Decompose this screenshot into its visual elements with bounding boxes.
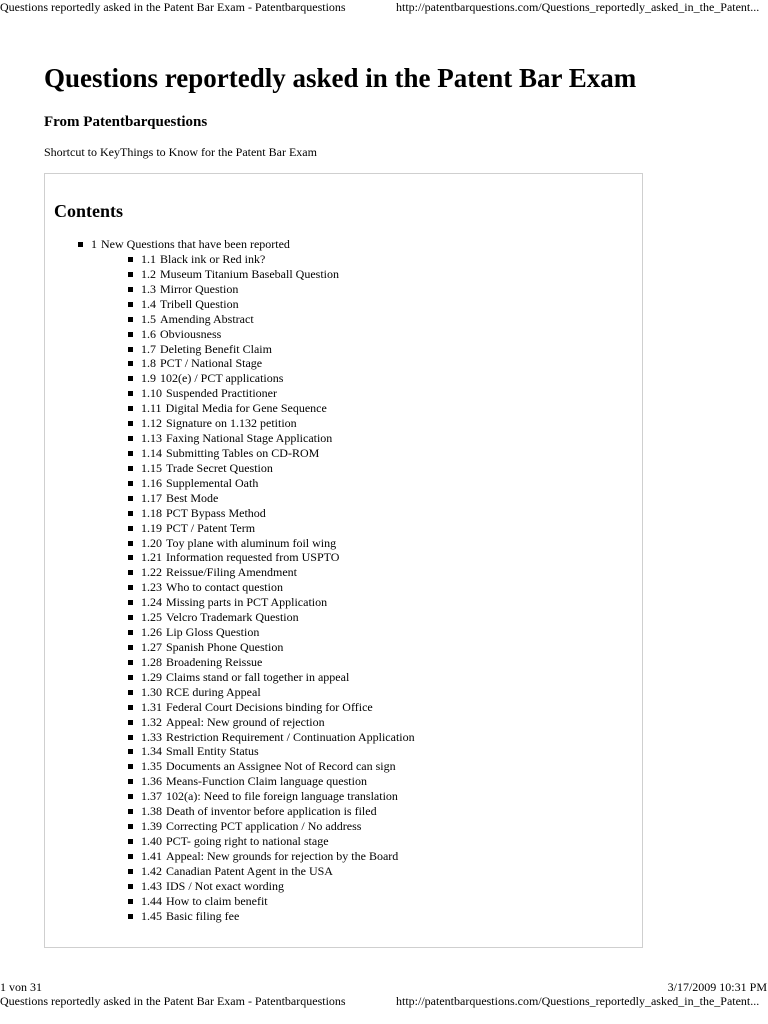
toc-item[interactable]	[128, 446, 415, 461]
toc-item-number: 1.43	[141, 878, 162, 893]
toc-item-label: Small Entity Status	[166, 744, 259, 759]
bullet-icon	[128, 302, 133, 307]
toc-item-label: Appeal: New ground of rejection	[166, 714, 325, 729]
bullet-icon	[128, 615, 133, 620]
bullet-icon	[128, 749, 133, 754]
bullet-icon	[128, 854, 133, 859]
toc-item-number: 1.9	[141, 371, 156, 386]
toc-item-number: 1.14	[141, 445, 162, 460]
bullet-icon	[128, 511, 133, 516]
toc-item[interactable]	[128, 595, 415, 610]
toc-item-label: PCT / National Stage	[160, 356, 263, 371]
toc-item-number: 1.4	[141, 296, 156, 311]
toc-item-label: Supplemental Oath	[166, 475, 259, 490]
toc-item[interactable]	[128, 834, 415, 849]
toc-item-number: 1.27	[141, 639, 162, 654]
toc-item-number: 1.15	[141, 460, 162, 475]
toc-item[interactable]	[128, 715, 415, 730]
bullet-icon	[128, 764, 133, 769]
toc-item-number: 1.6	[141, 326, 156, 341]
toc-item-label: Museum Titanium Baseball Question	[160, 266, 340, 281]
print-footer-page: 1 von 31	[0, 980, 42, 994]
toc-item-label: Lip Gloss Question	[166, 625, 260, 640]
toc-item-label: Documents an Assignee Not of Record can sign	[166, 759, 396, 774]
toc-item-number: 1.25	[141, 610, 162, 625]
toc-item-number: 1.16	[141, 475, 162, 490]
toc-item-number: 1.45	[141, 908, 162, 923]
bullet-icon	[128, 287, 133, 292]
toc-item-number: 1.17	[141, 490, 162, 505]
toc-item[interactable]	[128, 521, 415, 536]
bullet-icon	[128, 361, 133, 366]
bullet-icon	[128, 839, 133, 844]
bullet-icon	[128, 660, 133, 665]
toc-item-label: Digital Media for Gene Sequence	[165, 401, 327, 416]
bullet-icon	[128, 645, 133, 650]
bullet-icon	[128, 526, 133, 531]
print-footer-url: http://patentbarquestions.com/Questions_reportedly_asked_in_the_Patent...	[396, 994, 760, 1008]
toc-item[interactable]	[128, 401, 415, 416]
toc-item-label: Spanish Phone Question	[166, 639, 284, 654]
toc-item[interactable]	[128, 252, 415, 267]
shortcut-link[interactable]: Shortcut to KeyThings to Know for the Patent Bar Exam	[44, 145, 317, 159]
bullet-icon	[128, 332, 133, 337]
toc-section-number: 1	[91, 237, 97, 251]
bullet-icon	[128, 466, 133, 471]
toc-item[interactable]	[128, 312, 415, 327]
toc-item-label: How to claim benefit	[166, 893, 268, 908]
toc-item-label: Amending Abstract	[160, 311, 254, 326]
toc-item-label: Death of inventor before application is filed	[166, 804, 377, 819]
toc-item-label: Correcting PCT application / No address	[166, 819, 362, 834]
toc-item-number: 1.10	[141, 386, 162, 401]
toc-item[interactable]	[128, 655, 415, 670]
toc-item-label: 102(a): Need to file foreign language translation	[166, 789, 398, 804]
toc-item-label: Best Mode	[166, 490, 219, 505]
bullet-icon	[128, 481, 133, 486]
toc-item-number: 1.19	[141, 520, 162, 535]
bullet-icon	[128, 376, 133, 381]
bullet-icon	[128, 406, 133, 411]
bullet-icon	[128, 496, 133, 501]
bullet-icon	[128, 600, 133, 605]
bullet-icon	[128, 257, 133, 262]
toc-section-label: New Questions that have been reported	[101, 237, 290, 251]
toc-item-label: Mirror Question	[160, 281, 239, 296]
print-footer-datetime: 3/17/2009 10:31 PM	[667, 980, 767, 994]
toc-item-label: Missing parts in PCT Application	[166, 595, 328, 610]
toc-item[interactable]	[128, 580, 415, 595]
toc-item[interactable]	[128, 267, 415, 282]
toc-section	[78, 237, 415, 923]
toc-item-number: 1.35	[141, 759, 162, 774]
toc-item-label: Means-Function Claim language question	[166, 774, 367, 789]
toc-item-number: 1.18	[141, 505, 162, 520]
toc-item-number: 1.5	[141, 311, 156, 326]
toc-item-label: 102(e) / PCT applications	[160, 371, 284, 386]
toc-item-label: PCT- going right to national stage	[166, 833, 329, 848]
bullet-icon	[128, 391, 133, 396]
toc-item[interactable]	[128, 625, 415, 640]
toc-item-label: Claims stand or fall together in appeal	[166, 669, 350, 684]
toc-item[interactable]	[128, 491, 415, 506]
toc-item-label: Submitting Tables on CD-ROM	[166, 445, 320, 460]
toc-item[interactable]	[128, 610, 415, 625]
toc-item[interactable]	[128, 416, 415, 431]
bullet-icon	[128, 317, 133, 322]
toc-item-label: Tribell Question	[160, 296, 239, 311]
toc-item[interactable]	[128, 476, 415, 491]
bullet-icon	[128, 884, 133, 889]
toc-item-number: 1.2	[141, 266, 156, 281]
toc-item-label: Federal Court Decisions binding for Office	[166, 699, 373, 714]
toc-item[interactable]	[128, 789, 415, 804]
bullet-icon	[128, 705, 133, 710]
toc-item-number: 1.31	[141, 699, 162, 714]
toc-item-number: 1.7	[141, 341, 156, 356]
bullet-icon	[128, 720, 133, 725]
bullet-icon	[128, 555, 133, 560]
toc-item[interactable]	[128, 849, 415, 864]
bullet-icon	[128, 735, 133, 740]
toc-item-label: RCE during Appeal	[166, 684, 261, 699]
toc-item-number: 1.24	[141, 595, 162, 610]
toc-item-number: 1.20	[141, 535, 162, 550]
table-of-contents	[44, 173, 643, 948]
toc-item-label: Signature on 1.132 petition	[166, 416, 297, 431]
toc-sublist	[91, 252, 415, 923]
print-footer-title: Questions reportedly asked in the Patent Bar Exam - Patentbarquestions	[0, 994, 346, 1008]
bullet-icon	[128, 914, 133, 919]
toc-item-label: Canadian Patent Agent in the USA	[166, 863, 333, 878]
toc-item-label: Broadening Reissue	[166, 654, 263, 669]
bullet-icon	[128, 541, 133, 546]
toc-item[interactable]	[128, 282, 415, 297]
toc-item-number: 1.40	[141, 833, 162, 848]
toc-item-number: 1.28	[141, 654, 162, 669]
toc-item-number: 1.44	[141, 893, 162, 908]
toc-item-number: 1.33	[141, 729, 162, 744]
toc-item-number: 1.37	[141, 789, 162, 804]
toc-item[interactable]	[128, 640, 415, 655]
print-header-title: Questions reportedly asked in the Patent Bar Exam - Patentbarquestions	[0, 0, 346, 14]
bullet-icon	[128, 779, 133, 784]
toc-item[interactable]	[128, 371, 415, 386]
toc-item-label: PCT Bypass Method	[166, 505, 266, 520]
bullet-icon	[128, 272, 133, 277]
toc-item-label: Velcro Trademark Question	[166, 610, 299, 625]
toc-item[interactable]	[128, 386, 415, 401]
toc-item-label: Black ink or Red ink?	[160, 252, 266, 266]
toc-item-number: 1.8	[141, 356, 156, 371]
toc-item-label: Trade Secret Question	[166, 460, 273, 475]
toc-item-label: Deleting Benefit Claim	[160, 341, 272, 356]
toc-item[interactable]	[128, 327, 415, 342]
toc-item[interactable]	[128, 894, 415, 909]
toc-item[interactable]	[128, 819, 415, 834]
toc-item-label: IDS / Not exact wording	[166, 878, 284, 893]
toc-item-label: Information requested from USPTO	[166, 550, 340, 565]
toc-item[interactable]	[128, 700, 415, 715]
bullet-icon	[128, 869, 133, 874]
toc-item-number: 1.32	[141, 714, 162, 729]
toc-item[interactable]	[128, 879, 415, 894]
toc-item[interactable]	[128, 670, 415, 685]
toc-item-number: 1.22	[141, 565, 162, 580]
toc-item[interactable]	[128, 461, 415, 476]
toc-list	[78, 237, 415, 923]
toc-item[interactable]	[128, 804, 415, 819]
toc-item-label: Basic filing fee	[166, 908, 240, 923]
toc-item-number: 1.41	[141, 848, 162, 863]
bullet-icon	[128, 630, 133, 635]
toc-item[interactable]	[128, 506, 415, 521]
bullet-icon	[128, 899, 133, 904]
bullet-icon	[128, 347, 133, 352]
toc-item-number: 1.29	[141, 669, 162, 684]
bullet-icon	[128, 570, 133, 575]
toc-item-number: 1.42	[141, 863, 162, 878]
toc-item-number: 1.1	[141, 252, 156, 266]
toc-item-label: Suspended Practitioner	[166, 386, 277, 401]
toc-item-number: 1.12	[141, 416, 162, 431]
bullet-icon	[128, 809, 133, 814]
toc-item[interactable]	[128, 356, 415, 371]
toc-item[interactable]	[128, 744, 415, 759]
toc-item-number: 1.39	[141, 819, 162, 834]
toc-item-number: 1.21	[141, 550, 162, 565]
toc-item[interactable]	[128, 909, 415, 924]
bullet-icon	[128, 585, 133, 590]
toc-item[interactable]	[128, 759, 415, 774]
toc-item-label: Reissue/Filing Amendment	[166, 565, 297, 580]
toc-item-label: Who to contact question	[166, 580, 283, 595]
toc-heading: Contents	[54, 201, 124, 221]
bullet-icon	[78, 242, 83, 247]
toc-item-label: Restriction Requirement / Continuation Application	[166, 729, 415, 744]
bullet-icon	[128, 451, 133, 456]
toc-item[interactable]	[128, 342, 415, 357]
toc-item[interactable]	[128, 774, 415, 789]
toc-item-number: 1.38	[141, 804, 162, 819]
toc-item-label: Appeal: New grounds for rejection by the Board	[166, 848, 399, 863]
toc-item-label: Toy plane with aluminum foil wing	[166, 535, 337, 550]
toc-item-label: Faxing National Stage Application	[166, 431, 333, 446]
bullet-icon	[128, 675, 133, 680]
bullet-icon	[128, 794, 133, 799]
toc-item-number: 1.11	[141, 401, 162, 416]
toc-section-link[interactable]	[91, 237, 290, 251]
toc-item-number: 1.36	[141, 774, 162, 789]
toc-item-number: 1.30	[141, 684, 162, 699]
bullet-icon	[128, 421, 133, 426]
toc-item[interactable]	[128, 536, 415, 551]
toc-item-number: 1.13	[141, 431, 162, 446]
toc-item[interactable]	[128, 565, 415, 580]
page-title: Questions reportedly asked in the Patent Bar Exam	[44, 63, 637, 93]
toc-item[interactable]	[128, 297, 415, 312]
toc-item-number: 1.3	[141, 281, 156, 296]
toc-item[interactable]	[128, 864, 415, 879]
toc-item-number: 1.34	[141, 744, 162, 759]
toc-item-number: 1.23	[141, 580, 162, 595]
toc-item-number: 1.26	[141, 625, 162, 640]
toc-item[interactable]	[128, 685, 415, 700]
bullet-icon	[128, 824, 133, 829]
bullet-icon	[128, 690, 133, 695]
toc-item[interactable]	[128, 550, 415, 565]
print-header-url: http://patentbarquestions.com/Questions_reportedly_asked_in_the_Patent...	[396, 0, 760, 14]
from-line: From Patentbarquestions	[44, 114, 208, 130]
toc-item-label: Obviousness	[160, 326, 222, 341]
toc-item[interactable]	[128, 730, 415, 745]
bullet-icon	[128, 436, 133, 441]
toc-item-label: PCT / Patent Term	[166, 520, 256, 535]
toc-item[interactable]	[128, 431, 415, 446]
